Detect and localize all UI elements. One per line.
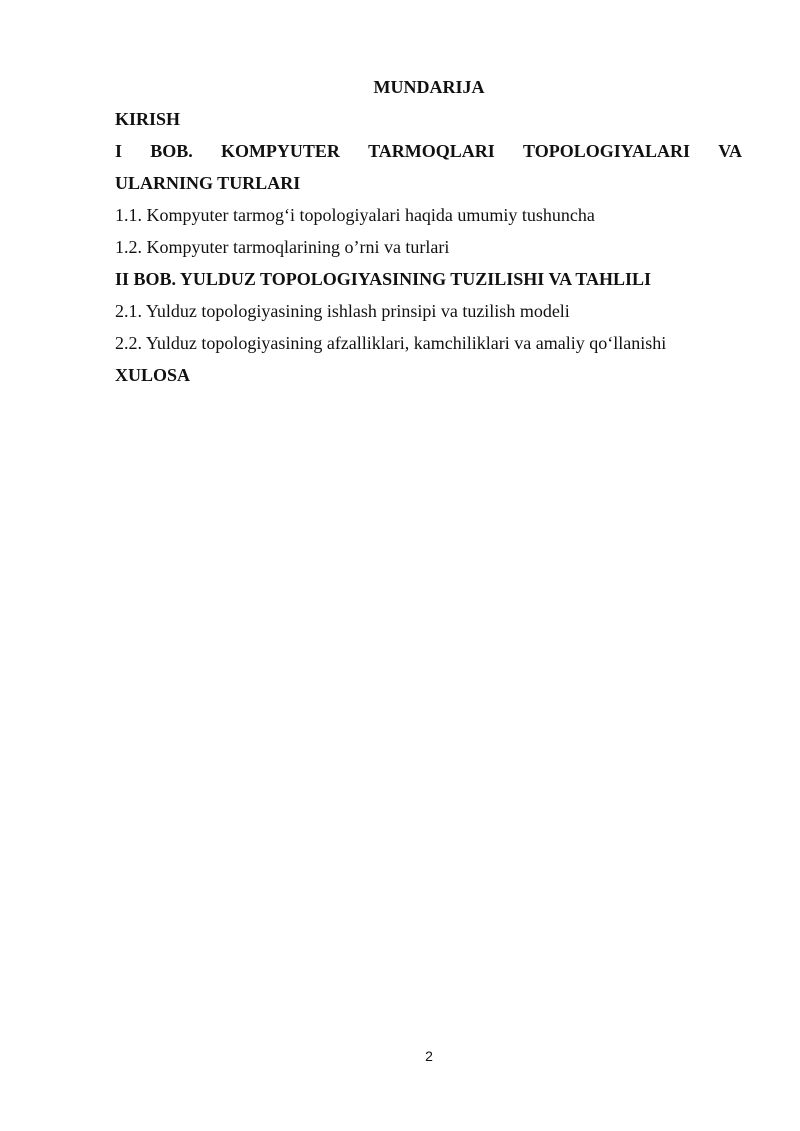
toc-entry-chapter-1-line-1 [115,140,742,162]
toc-word: KOMPYUTER [220,141,340,161]
toc-entry-section-2-2: 2.2. Yulduz topologiyasining afzalliklari, kamchiliklari va amaliy qo‘llanishi [115,333,667,353]
toc-entry-section-2-1: 2.1. Yulduz topologiyasining ishlash prinsipi va tuzilish modeli [115,301,570,321]
toc-title: MUNDARIJA [373,77,485,97]
toc-entry-kirish: KIRISH [115,109,181,129]
toc-word: VA [718,141,742,161]
toc-entry-xulosa: XULOSA [115,365,191,385]
toc-word: TARMOQLARI [368,141,495,161]
toc-word: BOB. [150,141,193,161]
toc-entry-chapter-1-line-2: ULARNING TURLARI [115,173,301,193]
toc-entry-section-1-2: 1.2. Kompyuter tarmoqlarining o’rni va turlari [115,237,450,257]
toc-entry-section-1-1: 1.1. Kompyuter tarmog‘i topologiyalari haqida umumiy tushuncha [115,205,595,225]
toc-word: TOPOLOGIYALARI [523,141,691,161]
toc-entry-chapter-2: II BOB. YULDUZ TOPOLOGIYASINING TUZILISHI VA TAHLILI [115,269,652,289]
table-of-contents [115,108,742,396]
toc-word: I [115,141,123,161]
page-number: 2 [425,1048,433,1064]
